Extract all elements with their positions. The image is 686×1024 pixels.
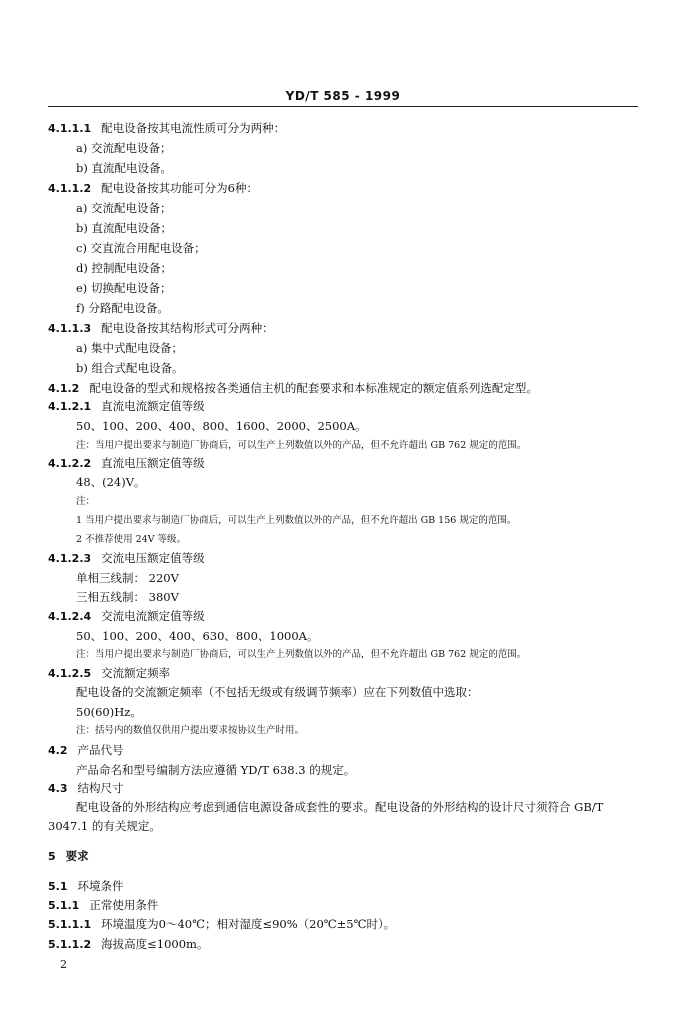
clause-text: 交流额定频率	[101, 666, 171, 680]
section-number: 5	[48, 850, 56, 863]
clause-number: 4.2	[48, 744, 68, 757]
clause-number: 5.1.1	[48, 899, 80, 912]
clause-number: 4.1.1.3	[48, 322, 92, 335]
list-item: f) 分路配电设备。	[76, 301, 169, 315]
clause-text: 环境温度为0～40℃；相对湿度≤90%（20℃±5℃时）。	[101, 917, 396, 931]
clause-text: 直流电流额定值等级	[101, 399, 205, 413]
clause-4-1-2-3	[48, 550, 648, 567]
clause-text: 产品代号	[77, 743, 124, 757]
clause-text: 配电设备按其结构形式可分两种：	[101, 321, 274, 335]
value-line: 50(60)Hz。	[76, 705, 142, 719]
clause-4-1-2-5	[48, 665, 648, 682]
clause-number: 4.1.2.3	[48, 552, 92, 565]
clause-text: 正常使用条件	[89, 898, 159, 912]
note: 注：括号内的数值仅供用户提出要求按协议生产时用。	[76, 725, 305, 736]
list-item: d) 控制配电设备；	[76, 261, 173, 275]
clause-number: 5.1	[48, 880, 68, 893]
paragraph: 配电设备的交流额定频率（不包括无级或有级调节频率）应在下列数值中选取：	[76, 685, 479, 699]
clause-5-1-1-2	[48, 936, 648, 953]
clause-text: 交流电压额定值等级	[101, 551, 205, 565]
note: 注：当用户提出要求与制造厂协商后，可以生产上列数值以外的产品，但不允许超出 GB 762 规定的范围。	[76, 649, 527, 660]
clause-number: 4.1.2.4	[48, 610, 92, 623]
value-list: 48、(24)V。	[76, 475, 146, 489]
clause-number: 4.1.1.2	[48, 182, 92, 195]
list-item: a) 交流配电设备；	[76, 141, 172, 155]
list-item: a) 集中式配电设备；	[76, 341, 183, 355]
clause-4-3	[48, 780, 648, 797]
clause-4-2	[48, 742, 648, 759]
list-item: c) 交直流合用配电设备；	[76, 241, 206, 255]
clause-4-1-1-3	[48, 320, 648, 337]
clause-text: 海拔高度≤1000m。	[101, 937, 209, 951]
list-item: b) 直流配电设备。	[76, 161, 173, 175]
clause-text: 直流电压额定值等级	[101, 456, 205, 470]
section-title: 要求	[65, 849, 89, 863]
clause-4-1-2-4	[48, 608, 648, 625]
clause-5-1-1	[48, 897, 648, 914]
clause-number: 4.3	[48, 782, 68, 795]
note: 2 不推荐使用 24V 等级。	[76, 534, 187, 545]
note: 注：当用户提出要求与制造厂协商后，可以生产上列数值以外的产品，但不允许超出 GB 762 规定的范围。	[76, 440, 527, 451]
clause-4-1-2-2	[48, 455, 648, 472]
list-item: e) 切换配电设备；	[76, 281, 172, 295]
clause-number: 4.1.2.1	[48, 400, 92, 413]
clause-text: 配电设备按其功能可分为6种：	[101, 181, 258, 195]
note: 1 当用户提出要求与制造厂协商后，可以生产上列数值以外的产品，但不允许超出 GB 156 规定的范围。	[76, 515, 517, 526]
value-list: 50、100、200、400、800、1600、2000、2500A。	[76, 419, 367, 433]
clause-5-1-1-1	[48, 916, 648, 933]
clause-number: 5.1.1.1	[48, 918, 92, 931]
list-item: b) 直流配电设备；	[76, 221, 173, 235]
clause-text: 结构尺寸	[77, 781, 124, 795]
paragraph: 产品命名和型号编制方法应遵循 YD/T 638.3 的规定。	[76, 763, 356, 777]
clause-4-1-2-1	[48, 398, 648, 415]
clause-4-1-1-1	[48, 120, 648, 137]
section-5	[48, 848, 648, 865]
clause-4-1-1-2	[48, 180, 648, 197]
page-number: 2	[60, 958, 67, 971]
clause-number: 5.1.1.2	[48, 938, 92, 951]
list-item: b) 组合式配电设备。	[76, 361, 184, 375]
paragraph: 配电设备的外形结构应考虑到通信电源设备成套性的要求。配电设备的外形结构的设计尺寸须符合 GB/T 3047.1 的有关规定。	[48, 800, 604, 833]
clause-number: 4.1.1.1	[48, 122, 92, 135]
clause-number: 4.1.2.2	[48, 457, 92, 470]
clause-number: 4.1.2	[48, 382, 80, 395]
value-list: 50、100、200、400、630、800、1000A。	[76, 629, 319, 643]
value-line: 三相五线制： 380V	[76, 590, 179, 604]
clause-text: 配电设备的型式和规格按各类通信主机的配套要求和本标准规定的额定值系列选配定型。	[89, 381, 538, 395]
list-item: a) 交流配电设备；	[76, 201, 172, 215]
clause-5-1	[48, 878, 648, 895]
clause-text: 交流电流额定值等级	[101, 609, 205, 623]
note-label: 注：	[76, 496, 96, 507]
clause-text: 环境条件	[77, 879, 124, 893]
clause-number: 4.1.2.5	[48, 667, 92, 680]
clause-4-1-2	[48, 380, 648, 397]
value-line: 单相三线制： 220V	[76, 571, 179, 585]
header-rule	[48, 106, 638, 107]
clause-text: 配电设备按其电流性质可分为两种：	[101, 121, 286, 135]
page-header: YD/T 585 - 1999	[285, 89, 401, 103]
